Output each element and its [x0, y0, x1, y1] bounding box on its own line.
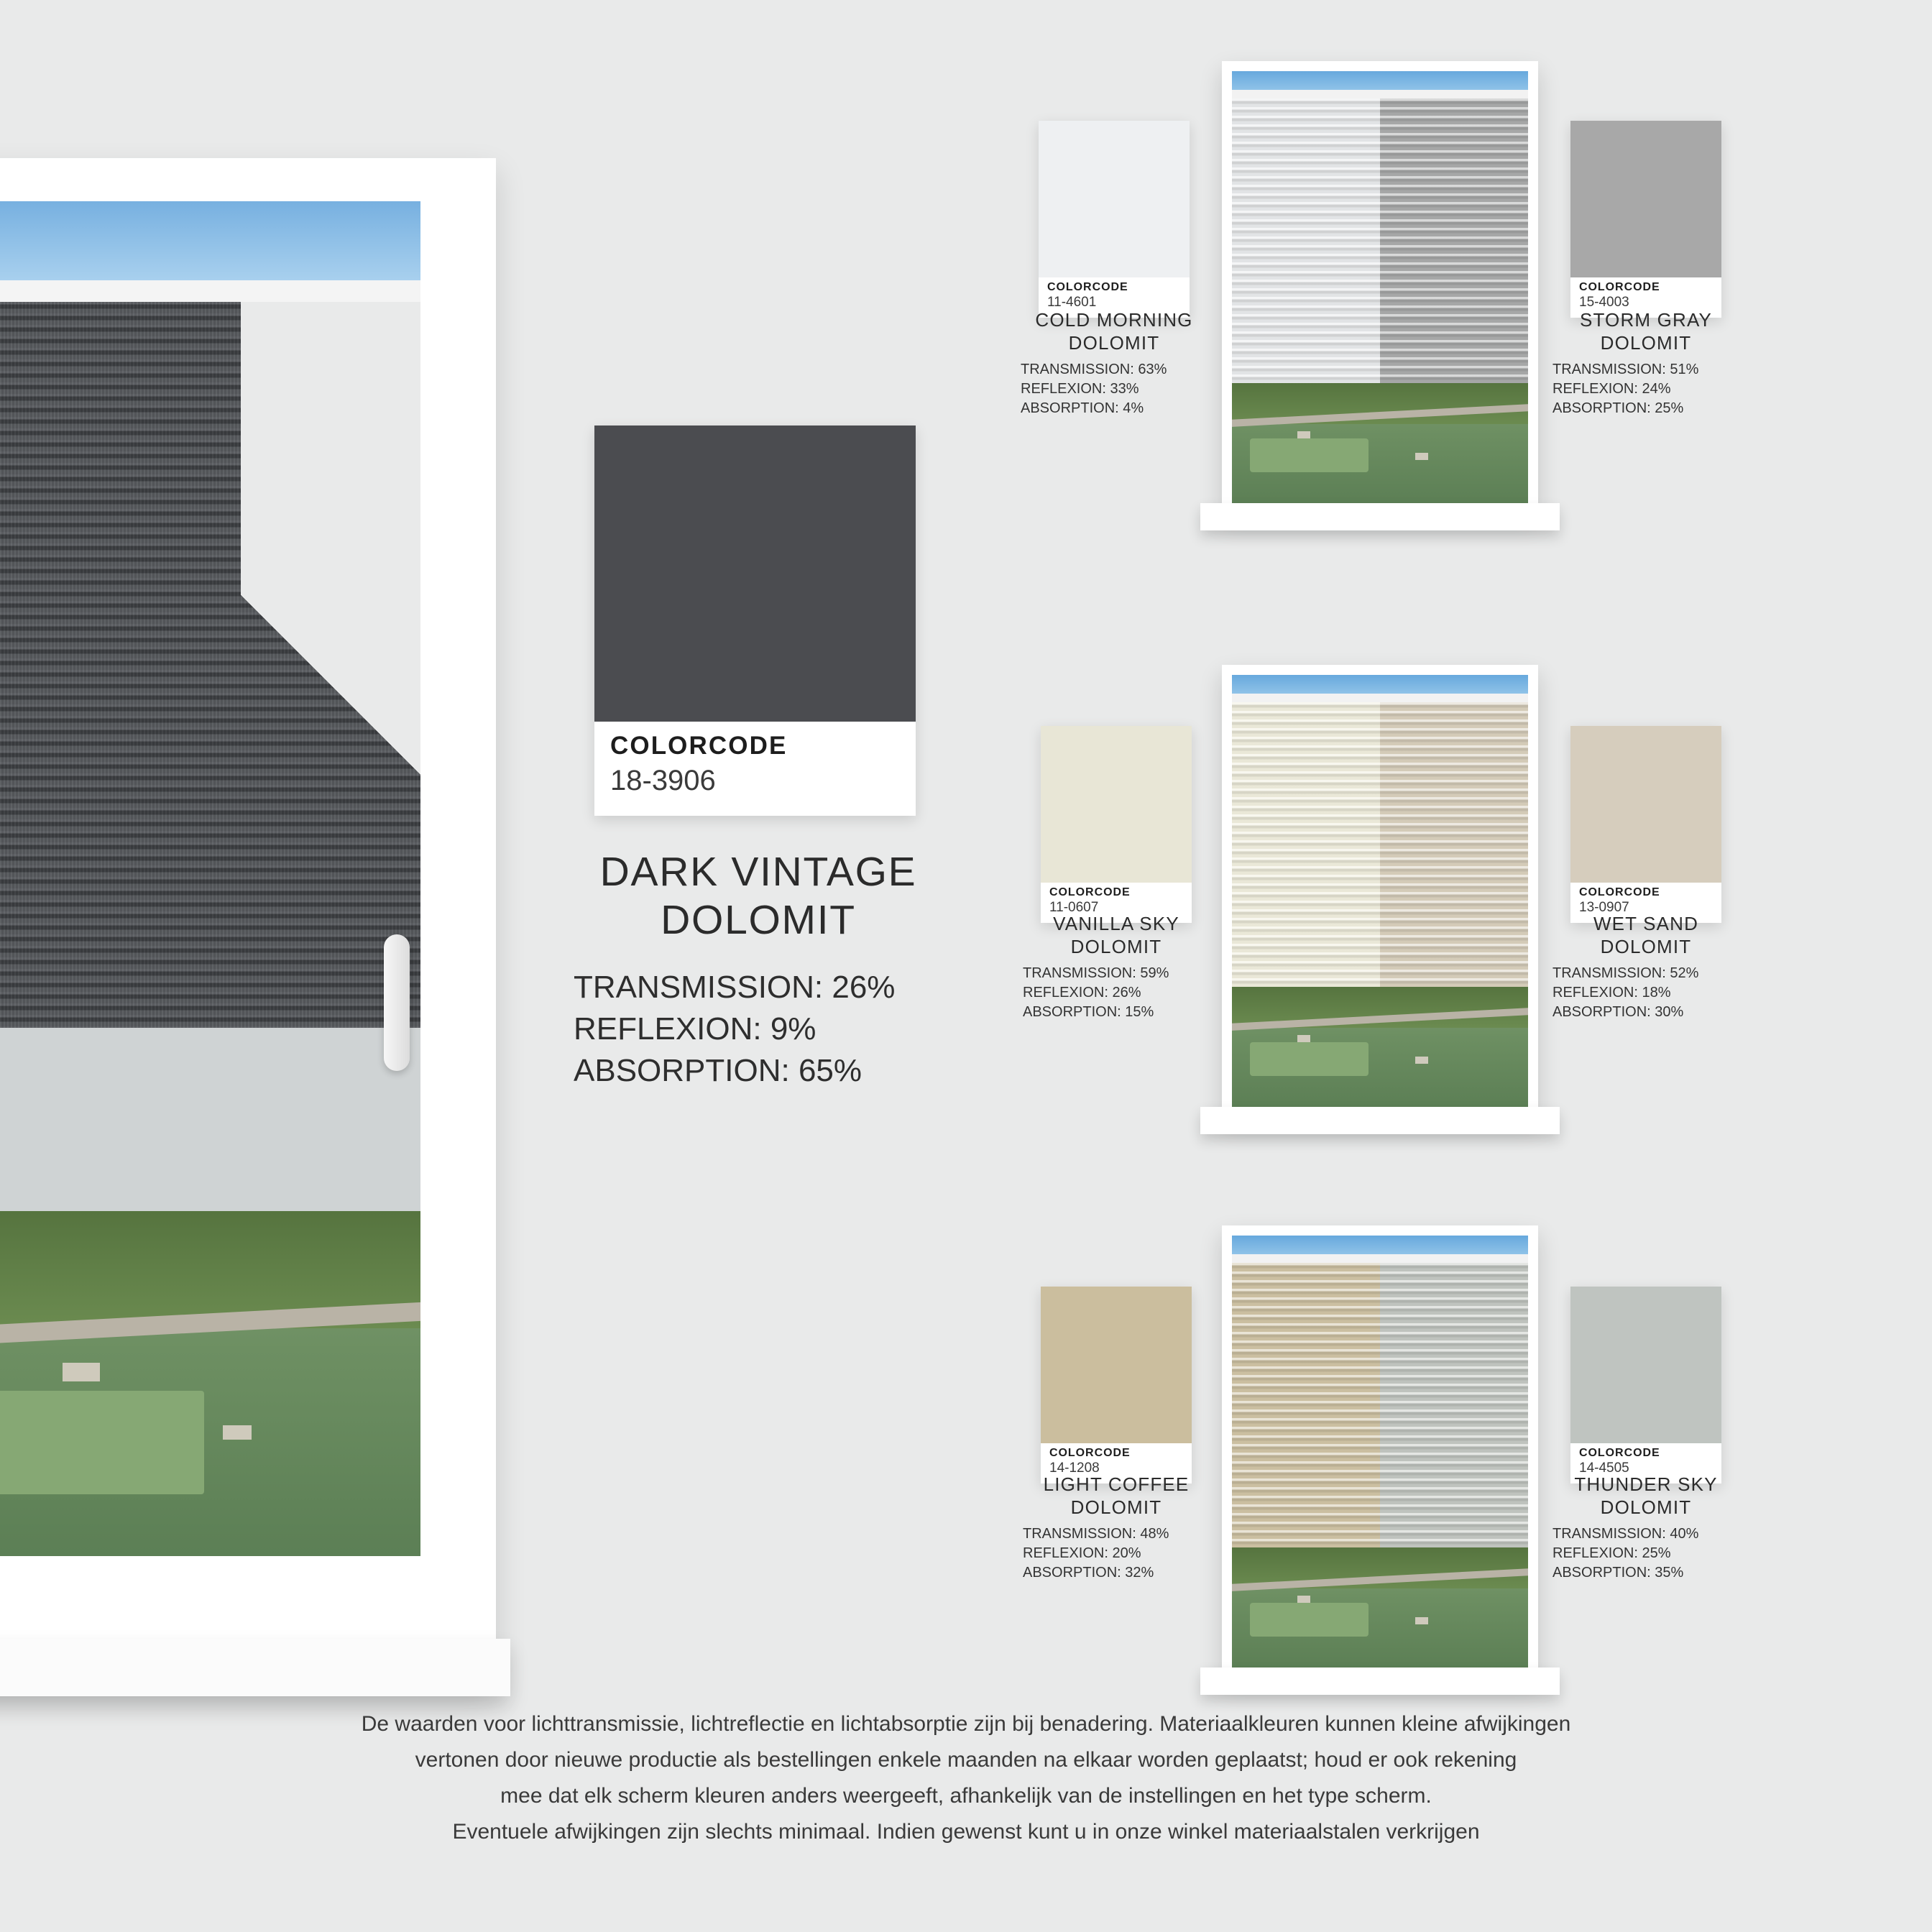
color-chip — [1041, 726, 1192, 883]
colorcode-value: 11-0607 — [1049, 900, 1099, 915]
swatch-name-line2: DOLOMIT — [1070, 935, 1162, 957]
building — [1297, 1596, 1310, 1603]
color-chip — [1039, 121, 1190, 277]
fabric-half-light — [1232, 702, 1380, 987]
hero-absorption: ABSORPTION: 65% — [574, 1052, 862, 1088]
sky-area — [1232, 675, 1528, 694]
swatch-name-line1: STORM GRAY — [1579, 309, 1713, 331]
landscape-view — [1232, 987, 1528, 1108]
swatch-info-wet-sand-dolomit — [1552, 913, 1739, 1022]
colorcard-thunder-sky-dolomit — [1570, 1287, 1721, 1484]
color-chip — [1041, 1287, 1192, 1443]
hero-name-line2: DOLOMIT — [661, 897, 856, 944]
landscape-view — [1232, 1547, 1528, 1668]
swatch-reflexion: REFLEXION: 33% — [1021, 381, 1139, 397]
swatch-info-thunder-sky-dolomit — [1552, 1473, 1739, 1583]
swatch-name-line2: DOLOMIT — [1600, 935, 1692, 957]
swatch-reflexion: REFLEXION: 18% — [1552, 985, 1671, 1001]
fabric-half-light — [1232, 98, 1380, 383]
building — [1415, 453, 1428, 460]
hero-info — [546, 848, 970, 1092]
swatch-name-line1: COLD MORNING — [1035, 309, 1193, 331]
window-gray — [1222, 61, 1538, 514]
swatch-transmission: TRANSMISSION: 52% — [1552, 965, 1699, 982]
field — [1250, 1603, 1368, 1637]
window-glass — [1232, 71, 1528, 504]
colorcode-value: 11-4601 — [1047, 295, 1097, 310]
field — [0, 1391, 204, 1494]
swatch-info-vanilla-sky-dolomit — [1023, 913, 1210, 1022]
color-chip — [1570, 726, 1721, 883]
colorcode-label: COLORCODE — [1579, 1447, 1660, 1459]
head-rail — [1232, 90, 1528, 98]
swatch-name-line1: VANILLA SKY — [1053, 913, 1179, 934]
hero-reflexion: REFLEXION: 9% — [574, 1011, 816, 1046]
hero-colorcode-label: COLORCODE — [610, 732, 788, 760]
window-coffee — [1222, 1225, 1538, 1678]
swatch-reflexion: REFLEXION: 24% — [1552, 381, 1671, 397]
swatch-name-line1: WET SAND — [1593, 913, 1699, 934]
swatch-reflexion: REFLEXION: 25% — [1552, 1545, 1671, 1562]
swatch-name-line2: DOLOMIT — [1600, 331, 1692, 354]
swatch-absorption: ABSORPTION: 35% — [1552, 1565, 1684, 1581]
colorcard-cold-morning-dolomit — [1039, 121, 1190, 318]
color-chip — [1570, 1287, 1721, 1443]
colorcode-value: 14-1208 — [1049, 1460, 1100, 1476]
colorcode-value: 15-4003 — [1579, 295, 1629, 310]
swatch-reflexion: REFLEXION: 20% — [1023, 1545, 1141, 1562]
swatch-transmission: TRANSMISSION: 40% — [1552, 1526, 1699, 1542]
building — [1297, 431, 1310, 438]
swatch-transmission: TRANSMISSION: 63% — [1021, 362, 1167, 378]
hero-name-line1: DARK VINTAGE — [599, 849, 917, 895]
footer-line-3: mee dat elk scherm kleuren anders weergeeft, afhankelijk van de instellingen en het type scherm. — [500, 1784, 1432, 1808]
footer-line-4: Eventuele afwijkingen zijn slechts minimaal. Indien gewenst kunt u in onze winkel materiaalstalen verkrijgen — [452, 1820, 1480, 1844]
fabric-half-dark — [1380, 702, 1528, 987]
swatch-absorption: ABSORPTION: 25% — [1552, 400, 1684, 417]
fabric-half-light — [1232, 1263, 1380, 1547]
pleated-fabric — [1232, 98, 1528, 383]
window-glass — [1232, 675, 1528, 1108]
colorcode-value: 14-4505 — [1579, 1460, 1629, 1476]
fabric-half-dark — [1380, 1263, 1528, 1547]
pleated-fabric — [1232, 1263, 1528, 1547]
colorcard-light-coffee-dolomit — [1041, 1287, 1192, 1484]
hero-colorcode-value: 18-3906 — [610, 765, 716, 796]
swatch-transmission: TRANSMISSION: 51% — [1552, 362, 1699, 378]
head-rail — [1232, 1254, 1528, 1263]
colorcard-vanilla-sky-dolomit — [1041, 726, 1192, 923]
sky-area — [1232, 71, 1528, 90]
building — [63, 1363, 100, 1381]
swatch-info-light-coffee-dolomit — [1023, 1473, 1210, 1583]
colorcode-label: COLORCODE — [1579, 886, 1660, 898]
window-sill — [1200, 1107, 1560, 1134]
building — [223, 1425, 252, 1440]
fabric-fold-diagonal — [241, 302, 420, 1031]
colorcard-wet-sand-dolomit — [1570, 726, 1721, 923]
swatch-name-line2: DOLOMIT — [1068, 331, 1160, 354]
field — [1250, 1042, 1368, 1076]
swatch-absorption: ABSORPTION: 15% — [1023, 1004, 1154, 1021]
hero-transmission: TRANSMISSION: 26% — [574, 969, 896, 1005]
window-glass — [1232, 1236, 1528, 1668]
window-sill — [1200, 503, 1560, 530]
swatch-transmission: TRANSMISSION: 59% — [1023, 965, 1169, 982]
window-sand — [1222, 665, 1538, 1118]
footer-disclaimer — [0, 1709, 1932, 1853]
hero-color-chip — [594, 426, 916, 722]
color-chip — [1570, 121, 1721, 277]
swatch-transmission: TRANSMISSION: 48% — [1023, 1526, 1169, 1542]
colorcard-storm-gray-dolomit — [1570, 121, 1721, 318]
sky-area — [1232, 1236, 1528, 1254]
landscape-view — [0, 1211, 420, 1556]
sky-area — [0, 201, 420, 280]
pleated-fabric — [1232, 702, 1528, 987]
swatch-absorption: ABSORPTION: 4% — [1021, 400, 1144, 417]
hero-window-photo — [0, 158, 496, 1689]
window-sill — [1200, 1668, 1560, 1695]
building — [1415, 1617, 1428, 1624]
colorcode-label: COLORCODE — [1049, 886, 1131, 898]
colorcode-label: COLORCODE — [1047, 281, 1128, 293]
hero-colorcard — [594, 426, 916, 816]
swatch-name-line2: DOLOMIT — [1070, 1496, 1162, 1518]
colorcode-label: COLORCODE — [1579, 281, 1660, 293]
colorcode-value: 13-0907 — [1579, 900, 1629, 915]
swatch-name-line1: LIGHT COFFEE — [1043, 1473, 1190, 1495]
swatch-info-storm-gray-dolomit — [1552, 309, 1739, 418]
head-rail — [0, 280, 420, 302]
swatch-info-cold-morning-dolomit — [1021, 309, 1208, 418]
colorcode-label: COLORCODE — [1049, 1447, 1131, 1459]
head-rail — [1232, 694, 1528, 702]
footer-line-2: vertonen door nieuwe productie als bestellingen enkele maanden na elkaar worden geplaatst; houd er ook rekening — [415, 1748, 1517, 1772]
fabric-half-dark — [1380, 98, 1528, 383]
swatch-name-line1: THUNDER SKY — [1574, 1473, 1718, 1495]
window-sill — [0, 1639, 510, 1696]
building — [1297, 1035, 1310, 1042]
field — [1250, 438, 1368, 472]
swatch-reflexion: REFLEXION: 26% — [1023, 985, 1141, 1001]
window-glass — [0, 201, 420, 1556]
swatch-absorption: ABSORPTION: 30% — [1552, 1004, 1684, 1021]
footer-line-1: De waarden voor lichttransmissie, lichtreflectie en lichtabsorptie zijn bij benadering. Materiaalkleuren kunnen kleine afwijkingen — [361, 1712, 1571, 1736]
swatch-absorption: ABSORPTION: 32% — [1023, 1565, 1154, 1581]
swatch-name-line2: DOLOMIT — [1600, 1496, 1692, 1518]
building — [1415, 1057, 1428, 1064]
window-handle[interactable] — [384, 934, 410, 1071]
landscape-view — [1232, 383, 1528, 504]
